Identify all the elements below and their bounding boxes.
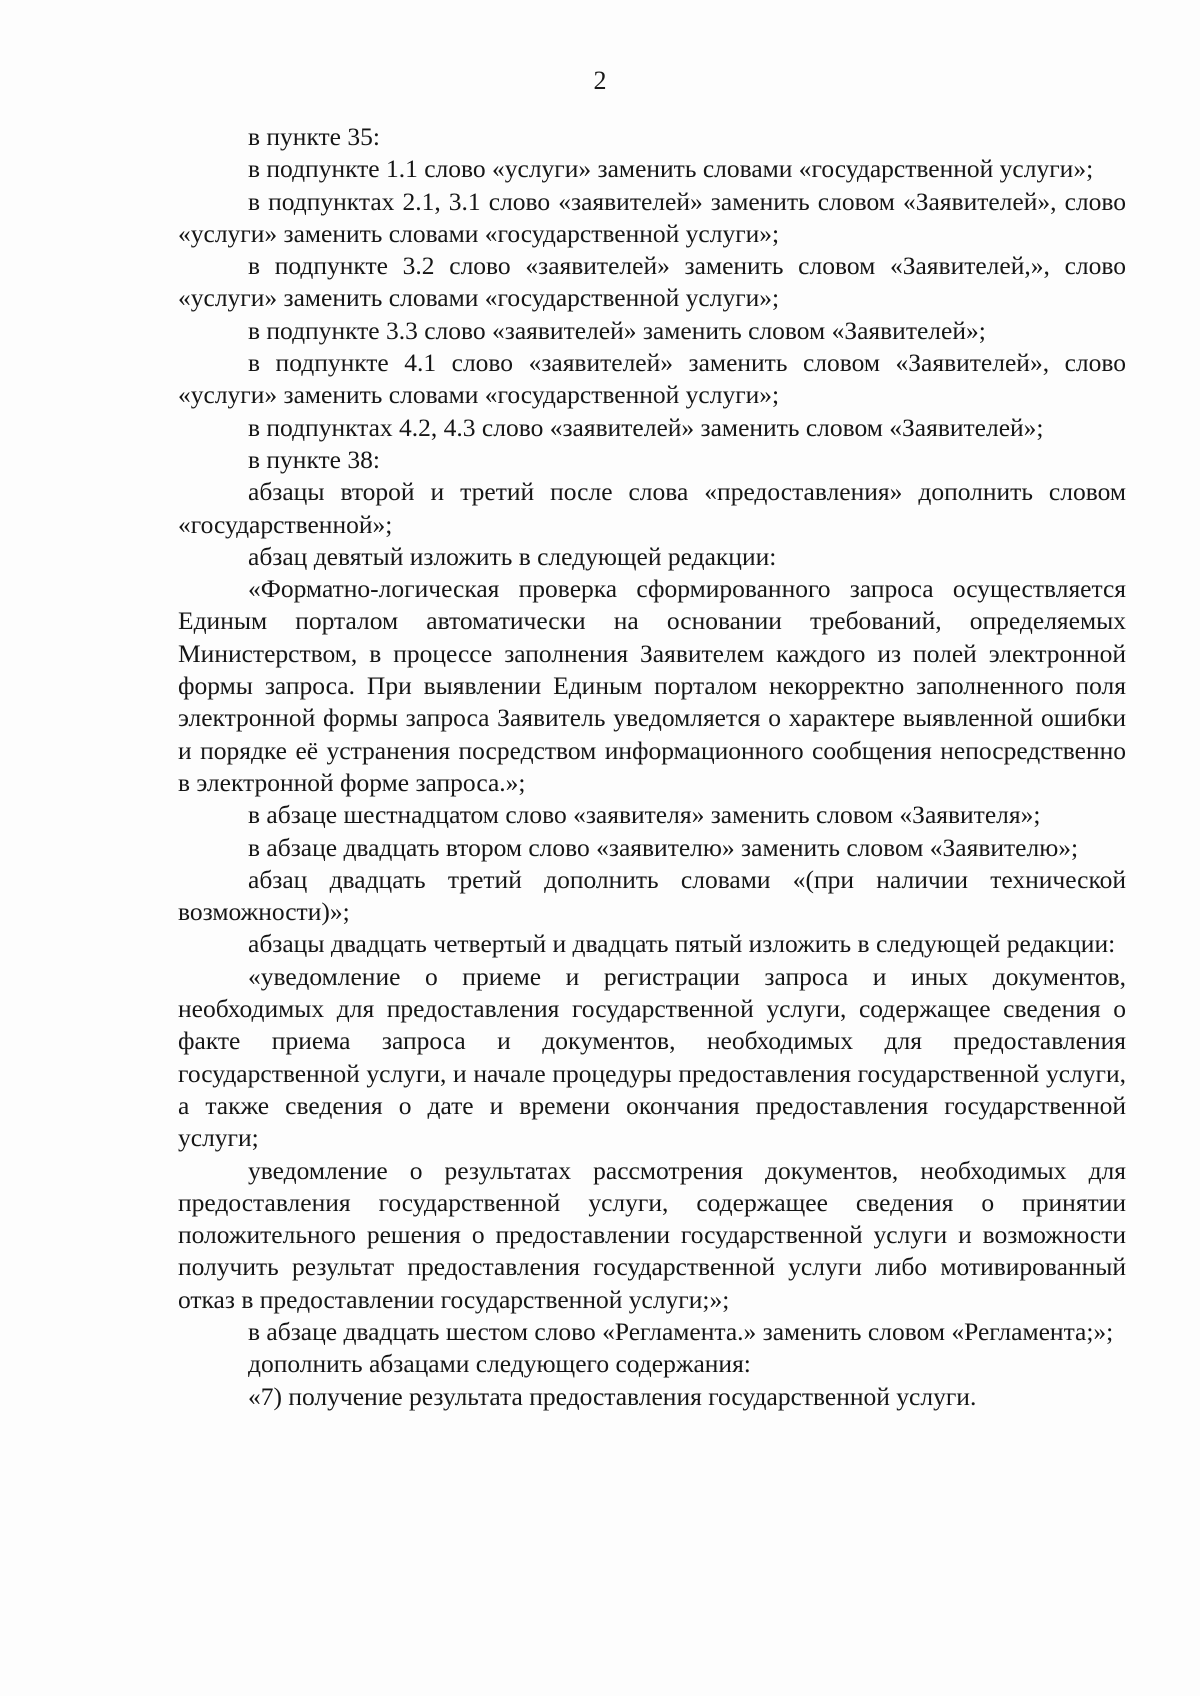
paragraph: в абзаце двадцать втором слово «заявителю» заменить словом «Заявителю»; <box>248 832 1079 862</box>
paragraph: абзацы второй и третий после слова «предоставления» дополнить словом «государственной»; <box>178 477 1126 539</box>
paragraph: в подпунктах 2.1, 3.1 слово «заявителей» заменить словом «Заявителей», слово «услуги» заменить словами «государственной услуги»; <box>178 186 1126 248</box>
paragraph: в подпункте 4.1 слово «заявителей» заменить словом «Заявителей», слово «услуги» заменить словами «государственной услуги»; <box>178 348 1126 410</box>
paragraph: «Форматно-логическая проверка сформированного запроса осуществляется Единым порталом автоматически на основании требований, определяемых Министерством, в процессе заполнения Заявителем каждого из полей электронной формы запроса. При выявлении Единым порталом некорректно заполненного поля электронной формы запроса Заявитель уведомляется о характере выявленной ошибки и порядке её устранения посредством информационного сообщения непосредственно в электронной форме запроса.»; <box>178 574 1126 797</box>
paragraph: в подпункте 3.3 слово «заявителей» заменить словом «Заявителей»; <box>248 315 986 345</box>
paragraph: «уведомление о приеме и регистрации запроса и иных документов, необходимых для предоставления государственной услуги, содержащее сведения о факте приема запроса и документов, необходимых для предоставления государственной услуги, и начале процедуры предоставления государственной услуги, а также сведения о дате и времени окончания предоставления государственной услуги; <box>178 961 1126 1153</box>
paragraph: в абзаце шестнадцатом слово «заявителя» заменить словом «Заявителя»; <box>248 800 1041 830</box>
paragraph: в абзаце двадцать шестом слово «Регламента.» заменить словом «Регламента;»; <box>248 1316 1114 1346</box>
paragraph: в пункте 35: <box>248 122 380 151</box>
paragraph: абзацы двадцать четвертый и двадцать пятый изложить в следующей редакции: <box>248 929 1116 959</box>
paragraph: в подпункте 3.2 слово «заявителей» заменить словом «Заявителей,», слово «услуги» заменить словами «государственной услуги»; <box>178 251 1126 313</box>
document-body <box>178 121 1126 1413</box>
paragraph: абзац двадцать третий дополнить словами «(при наличии технической возможности)»; <box>178 864 1126 927</box>
paragraph: в пункте 38: <box>248 444 380 474</box>
paragraph: абзац девятый изложить в следующей редакции: <box>248 541 777 571</box>
page-number: 2 <box>593 66 607 95</box>
paragraph: уведомление о результатах рассмотрения документов, необходимых для предоставления государственной услуги, содержащее сведения о принятии положительного решения о предоставлении государственной услуги и возможности получить результат предоставления государственной услуги либо мотивированный отказ в предоставлении государственной услуги;»; <box>178 1155 1126 1314</box>
paragraph: в подпунктах 4.2, 4.3 слово «заявителей» заменить словом «Заявителей»; <box>248 412 1044 442</box>
paragraph: дополнить абзацами следующего содержания: <box>248 1349 751 1379</box>
paragraph: в подпункте 1.1 слово «услуги» заменить словами «государственной услуги»; <box>248 154 1094 184</box>
paragraph: «7) получение результата предоставления государственной услуги. <box>248 1381 977 1411</box>
